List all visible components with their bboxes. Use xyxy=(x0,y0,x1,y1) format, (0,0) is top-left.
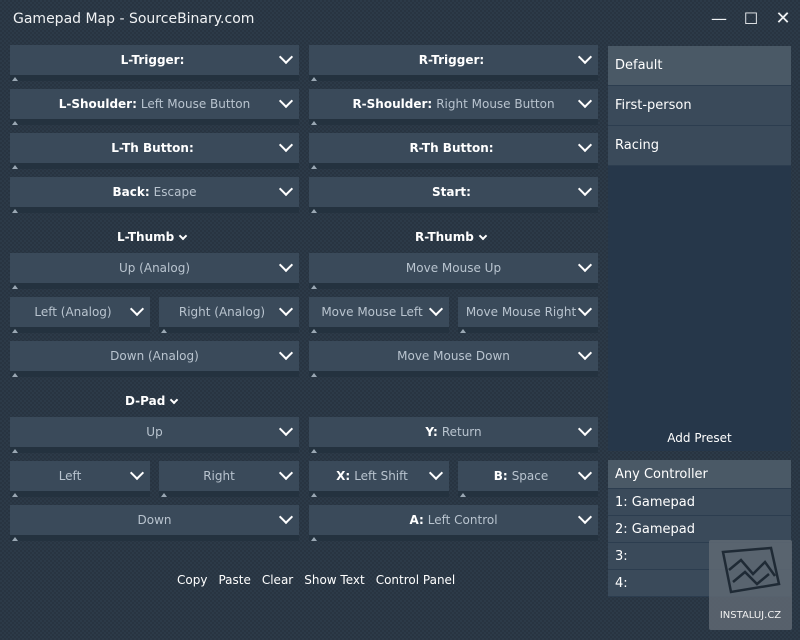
b-button-dropdown[interactable] xyxy=(458,461,598,497)
chevron-down-icon xyxy=(578,182,592,196)
l-thumb-section-toggle[interactable] xyxy=(117,230,186,244)
l-thumb-down-dropdown[interactable] xyxy=(10,341,299,377)
chevron-down-icon xyxy=(179,231,187,239)
y-button-dropdown[interactable] xyxy=(309,417,598,453)
add-preset-button[interactable]: Add Preset xyxy=(667,431,732,445)
resize-tick-icon xyxy=(460,493,466,497)
d-pad-left-dropdown[interactable] xyxy=(10,461,150,497)
back-label: Back: xyxy=(112,185,150,199)
chevron-down-icon xyxy=(578,422,592,436)
presets-panel xyxy=(608,46,791,451)
chevron-down-icon xyxy=(279,182,293,196)
resize-tick-icon xyxy=(12,373,18,377)
preset-item-first-person[interactable]: First-person xyxy=(608,86,791,126)
l-shoulder-value: Left Mouse Button xyxy=(140,97,251,111)
r-thumb-section-toggle[interactable] xyxy=(415,230,486,244)
resize-tick-icon xyxy=(311,285,317,289)
d-pad-title: D-Pad xyxy=(125,394,166,408)
chevron-down-icon xyxy=(279,422,293,436)
resize-tick-icon xyxy=(311,449,317,453)
r-th-button-dropdown[interactable] xyxy=(309,133,598,169)
r-shoulder-value: Right Mouse Button xyxy=(436,97,555,111)
l-shoulder-dropdown[interactable] xyxy=(10,89,299,125)
chevron-down-icon xyxy=(279,466,293,480)
r-thumb-down-value: Move Mouse Down xyxy=(397,349,510,363)
show-text-button[interactable]: Show Text xyxy=(304,573,365,587)
r-trigger-label: R-Trigger: xyxy=(418,53,485,67)
back-dropdown[interactable] xyxy=(10,177,299,213)
d-pad-up-value: Up xyxy=(146,425,163,439)
y-button-label: Y: xyxy=(425,425,438,439)
chevron-down-icon xyxy=(578,138,592,152)
start-label: Start: xyxy=(432,185,471,199)
chevron-down-icon xyxy=(429,302,443,316)
watermark-logo xyxy=(709,540,792,630)
resize-tick-icon xyxy=(12,537,18,541)
chevron-down-icon xyxy=(479,231,487,239)
watermark-text: INSTALUJ.CZ xyxy=(719,610,782,621)
chevron-down-icon xyxy=(429,466,443,480)
window-title: Gamepad Map - SourceBinary.com xyxy=(13,11,255,27)
controller-item-4[interactable]: 4: xyxy=(608,570,791,597)
preset-item-default[interactable]: Default xyxy=(608,46,791,86)
resize-tick-icon xyxy=(12,165,18,169)
resize-tick-icon xyxy=(311,77,317,81)
r-thumb-right-dropdown[interactable] xyxy=(458,297,598,333)
controller-item-1[interactable]: 1: Gamepad xyxy=(608,489,791,516)
r-trigger-dropdown[interactable] xyxy=(309,45,598,81)
r-thumb-left-value: Move Mouse Left xyxy=(321,305,423,319)
l-thumb-left-dropdown[interactable] xyxy=(10,297,150,333)
paste-button[interactable]: Paste xyxy=(218,573,251,587)
r-th-button-label: R-Th Button: xyxy=(409,141,494,155)
resize-tick-icon xyxy=(311,329,317,333)
resize-tick-icon xyxy=(311,493,317,497)
resize-tick-icon xyxy=(311,121,317,125)
l-thumb-left-value: Left (Analog) xyxy=(34,305,112,319)
close-icon[interactable]: ✕ xyxy=(775,8,791,29)
chevron-down-icon xyxy=(279,94,293,108)
x-button-label: X: xyxy=(336,469,351,483)
resize-tick-icon xyxy=(12,209,18,213)
d-pad-down-dropdown[interactable] xyxy=(10,505,299,541)
resize-tick-icon xyxy=(12,493,18,497)
chevron-down-icon xyxy=(279,510,293,524)
clear-button[interactable]: Clear xyxy=(261,573,294,587)
chevron-down-icon xyxy=(578,94,592,108)
chevron-down-icon xyxy=(279,258,293,272)
r-thumb-title: R-Thumb xyxy=(415,230,474,244)
chevron-down-icon xyxy=(279,138,293,152)
chevron-down-icon xyxy=(130,466,144,480)
back-value: Escape xyxy=(153,185,197,199)
d-pad-down-value: Down xyxy=(137,513,172,527)
chevron-down-icon xyxy=(578,258,592,272)
resize-tick-icon xyxy=(12,285,18,289)
r-thumb-up-value: Move Mouse Up xyxy=(405,261,502,275)
l-shoulder-label: L-Shoulder: xyxy=(58,97,137,111)
chevron-down-icon xyxy=(279,302,293,316)
resize-tick-icon xyxy=(311,373,317,377)
controller-item-3[interactable]: 3: xyxy=(608,543,791,570)
a-button-value: Left Control xyxy=(427,513,498,527)
l-thumb-right-value: Right (Analog) xyxy=(178,305,266,319)
chevron-down-icon xyxy=(279,346,293,360)
y-button-value: Return xyxy=(441,425,482,439)
maximize-icon[interactable]: ☐ xyxy=(743,9,759,28)
resize-tick-icon xyxy=(12,449,18,453)
l-thumb-right-dropdown[interactable] xyxy=(159,297,299,333)
chevron-down-icon xyxy=(279,50,293,64)
resize-tick-icon xyxy=(460,329,466,333)
l-thumb-down-value: Down (Analog) xyxy=(110,349,199,363)
b-button-value: Space xyxy=(511,469,549,483)
a-button-label: A: xyxy=(409,513,424,527)
d-pad-right-value: Right xyxy=(203,469,235,483)
x-button-value: Left Shift xyxy=(354,469,408,483)
chevron-down-icon xyxy=(578,346,592,360)
minimize-icon[interactable]: — xyxy=(711,9,727,28)
chevron-down-icon xyxy=(578,510,592,524)
r-thumb-up-dropdown[interactable] xyxy=(309,253,598,289)
chevron-down-icon xyxy=(170,395,178,403)
resize-tick-icon xyxy=(12,329,18,333)
d-pad-section-toggle[interactable] xyxy=(125,394,177,408)
r-shoulder-dropdown[interactable] xyxy=(309,89,598,125)
resize-tick-icon xyxy=(12,121,18,125)
d-pad-left-value: Left xyxy=(58,469,82,483)
control-panel-button[interactable]: Control Panel xyxy=(375,573,456,587)
resize-tick-icon xyxy=(311,537,317,541)
copy-button[interactable]: Copy xyxy=(177,573,208,587)
resize-tick-icon xyxy=(311,209,317,213)
d-pad-right-dropdown[interactable] xyxy=(159,461,299,497)
resize-tick-icon xyxy=(161,493,167,497)
controller-item-any[interactable]: Any Controller xyxy=(608,460,791,489)
d-pad-up-dropdown[interactable] xyxy=(10,417,299,453)
chevron-down-icon xyxy=(578,302,592,316)
l-trigger-dropdown[interactable] xyxy=(10,45,299,81)
r-thumb-down-dropdown[interactable] xyxy=(309,341,598,377)
title-bar xyxy=(0,0,800,38)
resize-tick-icon xyxy=(12,77,18,81)
l-th-button-label: L-Th Button: xyxy=(111,141,194,155)
preset-item-racing[interactable]: Racing xyxy=(608,126,791,166)
r-thumb-left-dropdown[interactable] xyxy=(309,297,449,333)
l-thumb-up-dropdown[interactable] xyxy=(10,253,299,289)
chevron-down-icon xyxy=(578,466,592,480)
resize-tick-icon xyxy=(161,329,167,333)
watermark-icon xyxy=(709,540,792,610)
resize-tick-icon xyxy=(311,165,317,169)
a-button-dropdown[interactable] xyxy=(309,505,598,541)
l-thumb-title: L-Thumb xyxy=(117,230,175,244)
r-shoulder-label: R-Shoulder: xyxy=(352,97,433,111)
l-th-button-dropdown[interactable] xyxy=(10,133,299,169)
start-dropdown[interactable] xyxy=(309,177,598,213)
chevron-down-icon xyxy=(130,302,144,316)
r-thumb-right-value: Move Mouse Right xyxy=(465,305,577,319)
b-button-label: B: xyxy=(493,469,508,483)
chevron-down-icon xyxy=(578,50,592,64)
controller-item-2[interactable]: 2: Gamepad xyxy=(608,516,791,543)
l-trigger-label: L-Trigger: xyxy=(120,53,185,67)
x-button-dropdown[interactable] xyxy=(309,461,449,497)
l-thumb-up-value: Up (Analog) xyxy=(118,261,191,275)
action-bar xyxy=(177,573,455,587)
